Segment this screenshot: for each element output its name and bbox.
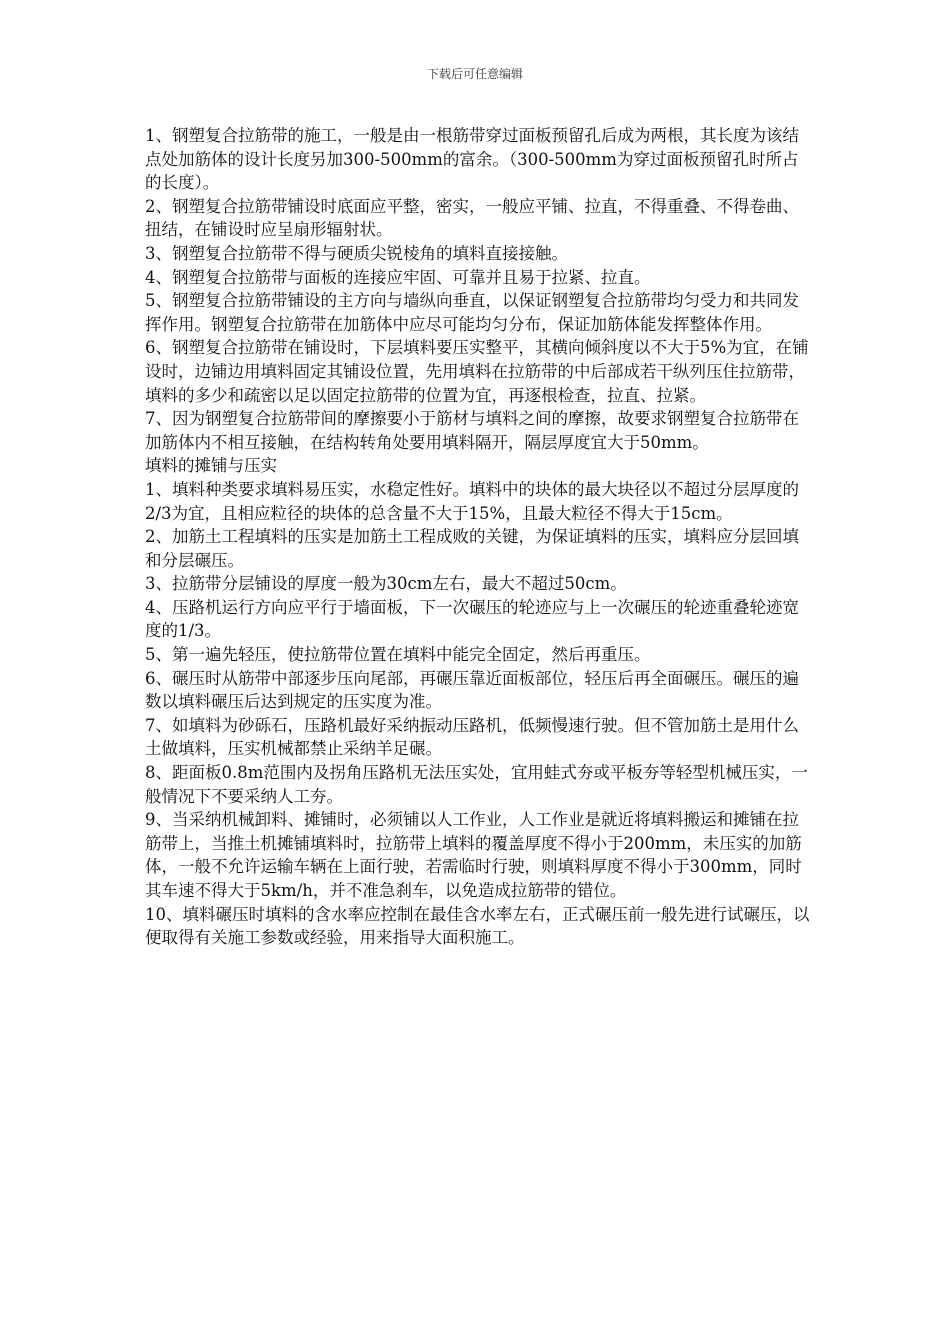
paragraph-1: 1、钢塑复合拉筋带的施工，一般是由一根筋带穿过面板预留孔后成为两根，其长度为该结点处加筋体的设计长度另加300-500mm的富余。（300-500mm为穿过面板预留孔时所占的长度）。 — [145, 126, 799, 193]
document-body — [145, 124, 813, 950]
paragraph-6: 6、钢塑复合拉筋带在铺设时，下层填料要压实整平，其横向倾斜度以不大于5%为宜，在铺设时，边铺边用填料固定其铺设位置，先用填料在拉筋带的中后部成若干纵列压住拉筋带，填料的多少和疏密以足以固定拉筋带的位置为宜，再逐根检查，拉直、拉紧。 — [145, 338, 809, 405]
paragraph-16: 8、距面板0.8m范围内及拐角压路机无法压实处，宜用蛙式夯或平板夯等轻型机械压实，一般情况下不要采纳人工夯。 — [145, 763, 808, 806]
paragraph-2: 2、钢塑复合拉筋带铺设时底面应平整，密实，一般应平铺、拉直，不得重叠、不得卷曲、扭结，在铺设时应呈扇形辐射状。 — [145, 196, 799, 240]
section-heading: 填料的摊铺与压实 — [145, 456, 277, 476]
paragraph-12: 4、压路机运行方向应平行于墙面板，下一次碾压的轮迹应与上一次碾压的轮迹重叠轮迹宽度的1/3。 — [145, 597, 799, 641]
paragraph-5: 5、钢塑复合拉筋带铺设的主方向与墙纵向垂直，以保证钢塑复合拉筋带均匀受力和共同发挥作用。钢塑复合拉筋带在加筋体中应尽可能均匀分布，保证加筋体能发挥整体作用。 — [145, 291, 799, 334]
paragraph-14: 6、碾压时从筋带中部逐步压向尾部，再碾压靠近面板部位，轻压后再全面碾压。碾压的遍数以填料碾压后达到规定的压实度为准。 — [145, 668, 799, 712]
paragraph-9: 1、填料种类要求填料易压实，水稳定性好。填料中的块体的最大块径以不超过分层厚度的2/3为宜，且相应粒径的块体的总含量不大于15%，且最大粒径不得大于15cm。 — [145, 479, 799, 523]
paragraph-3: 3、钢塑复合拉筋带不得与硬质尖锐棱角的填料直接接触。 — [145, 243, 568, 263]
paragraph-11: 3、拉筋带分层铺设的厚度一般为30cm左右，最大不超过50cm。 — [145, 574, 627, 594]
paragraph-13: 5、第一遍先轻压，使拉筋带位置在填料中能完全固定，然后再重压。 — [145, 645, 651, 665]
paragraph-4: 4、钢塑复合拉筋带与面板的连接应牢固、可靠并且易于拉紧、拉直。 — [145, 267, 651, 287]
paragraph-7: 7、因为钢塑复合拉筋带间的摩擦要小于筋材与填料之间的摩擦，故要求钢塑复合拉筋带在加筋体内不相互接触，在结构转角处要用填料隔开，隔层厚度宜大于50mm。 — [145, 409, 799, 452]
page-header: 下载后可任意编辑 — [426, 67, 523, 81]
paragraph-18: 10、填料碾压时填料的含水率应控制在最佳含水率左右，正式碾压前一般先进行试碾压，以便取得有关施工参数或经验，用来指导大面积施工。 — [145, 904, 810, 948]
paragraph-15: 7、如填料为砂砾石，压路机最好采纳振动压路机，低频慢速行驶。但不管加筋土是用什么土做填料，压实机械都禁止采纳羊足碾。 — [145, 715, 799, 759]
paragraph-10: 2、加筋土工程填料的压实是加筋土工程成败的关键，为保证填料的压实，填料应分层回填和分层碾压。 — [145, 527, 799, 570]
paragraph-17: 9、当采纳机械卸料、摊铺时，必须铺以人工作业，人工作业是就近将填料搬运和摊铺在拉筋带上，当推土机摊铺填料时，拉筋带上填料的覆盖厚度不得小于200mm，未压实的加筋体，一般不允许运输车辆在上面行驶，若需临时行驶，则填料厚度不得小于300mm，同时其车速不得大于5km/h，并不准急刹车，以免造成拉筋带的错位。 — [145, 810, 802, 900]
